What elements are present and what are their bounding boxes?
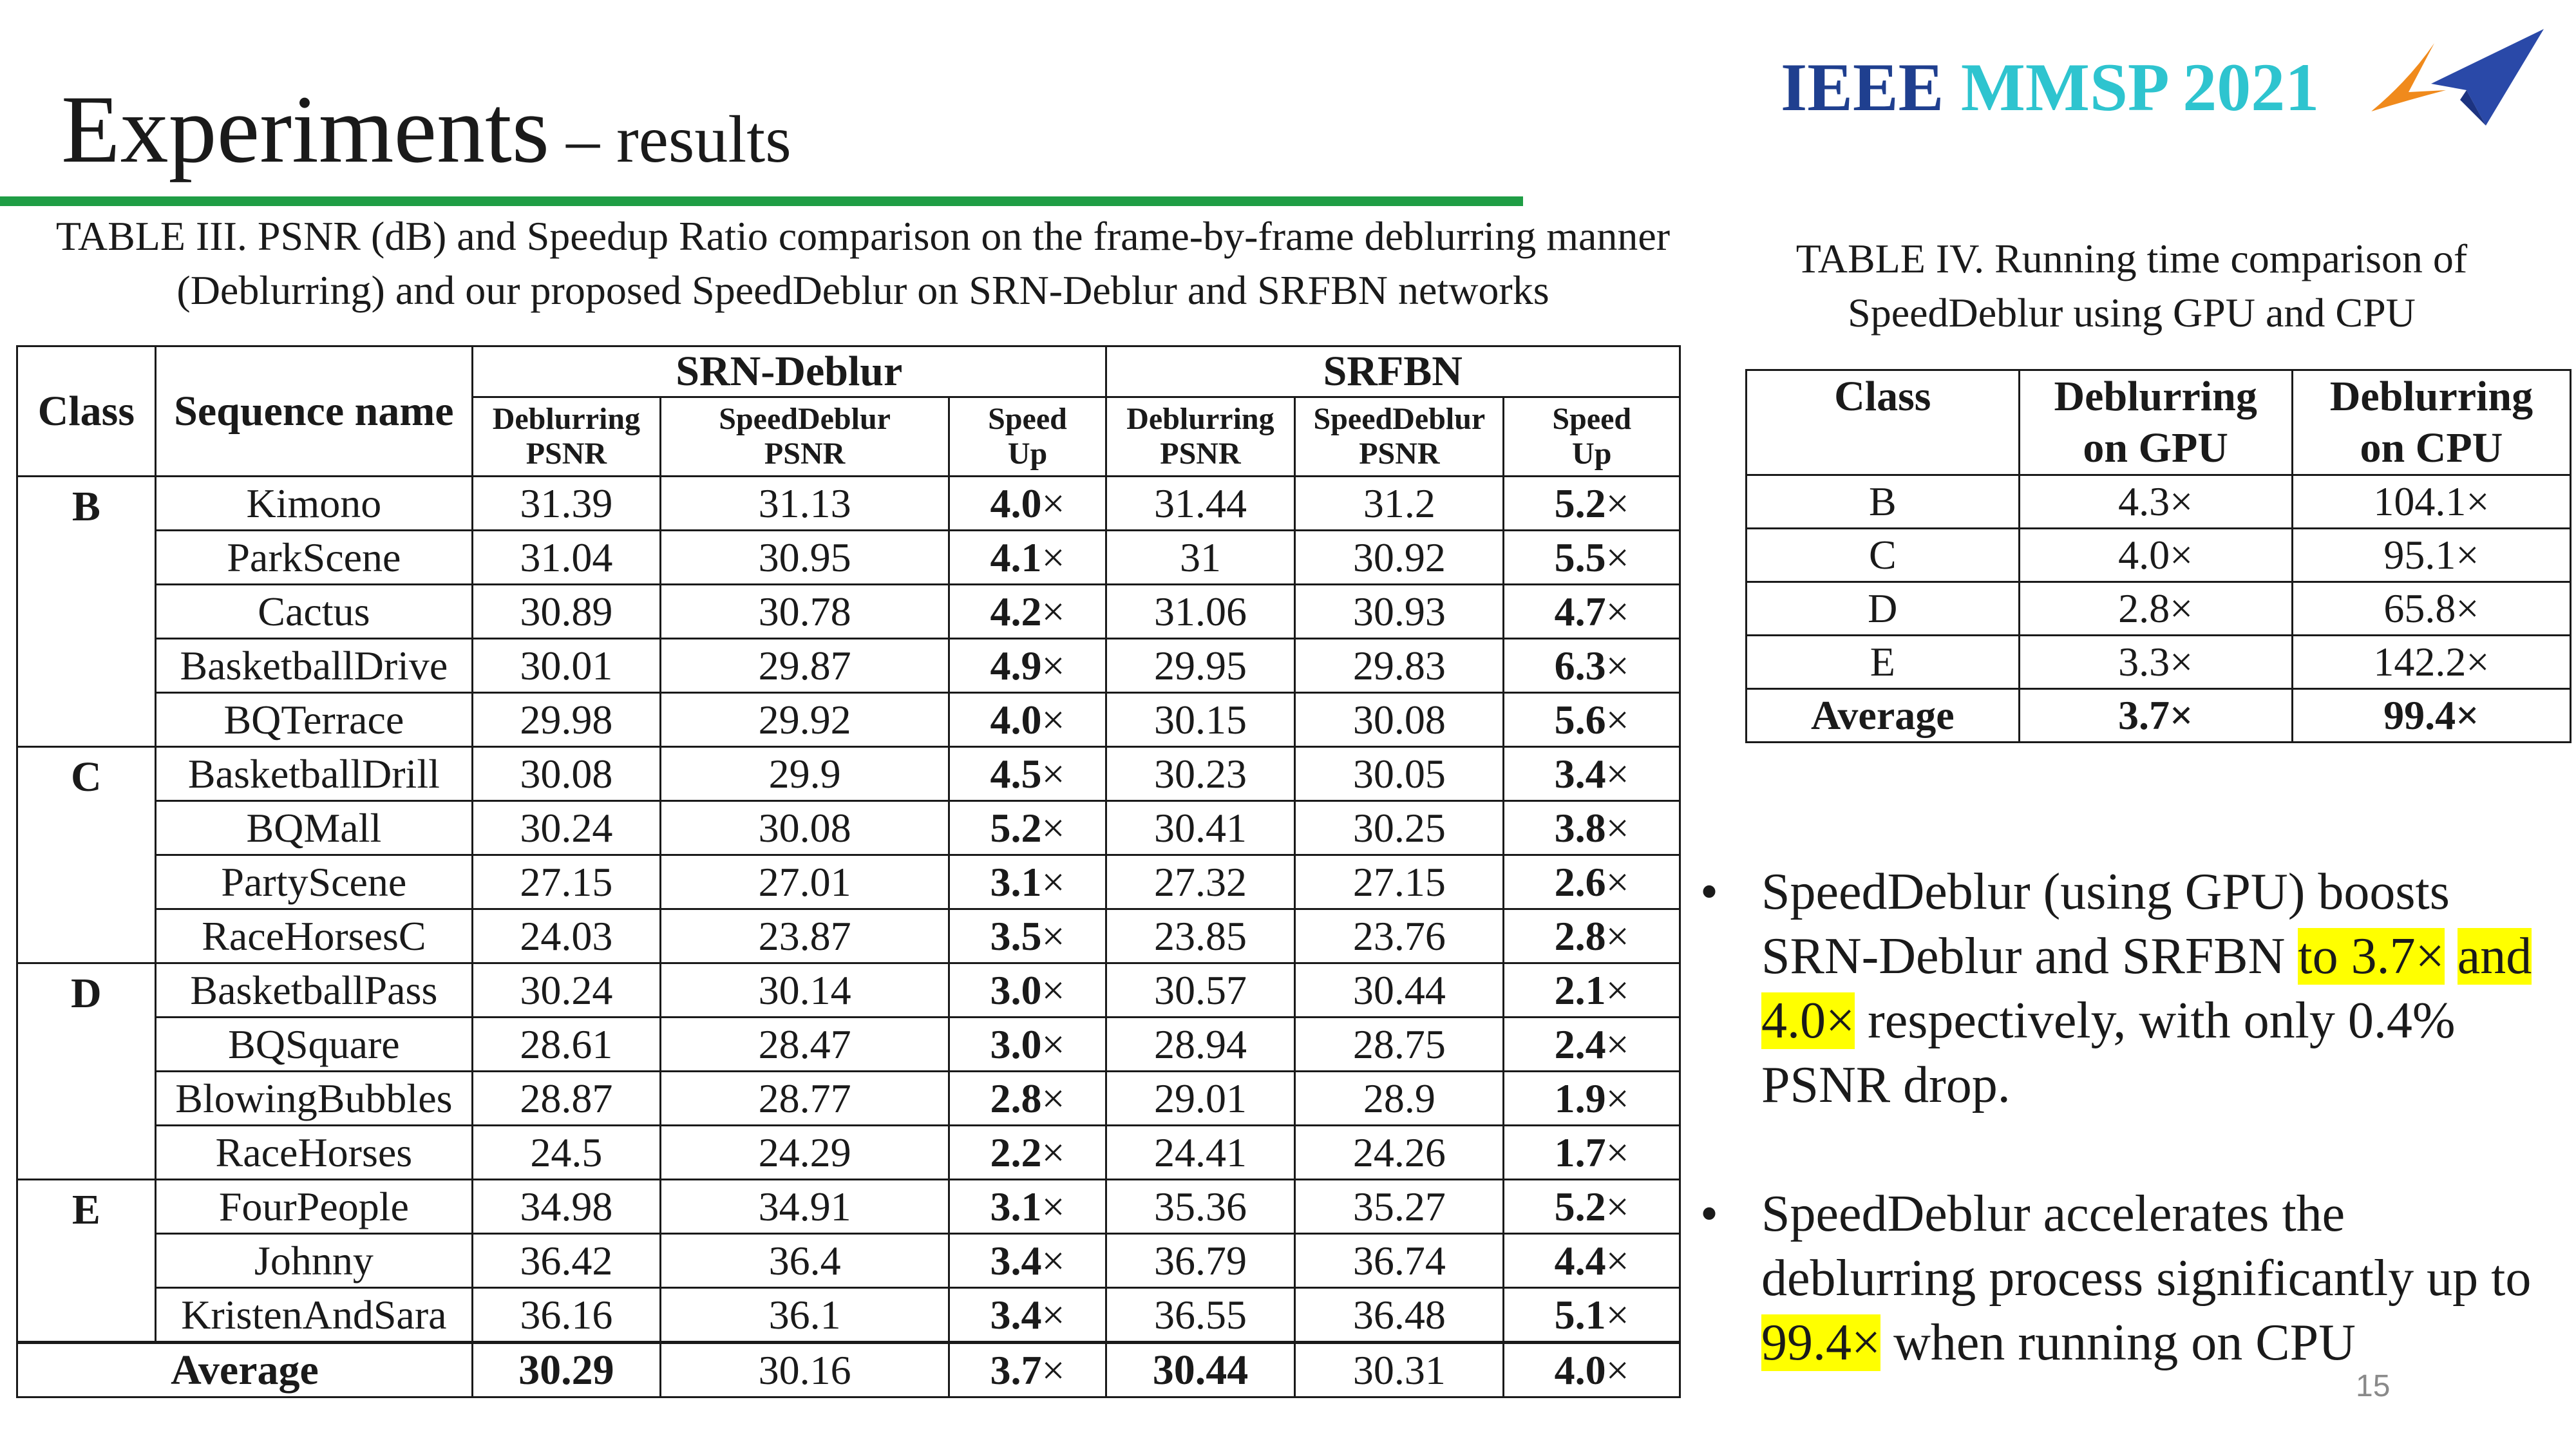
- srfbn-speeddeblur-psnr-cell: 36.74: [1295, 1234, 1504, 1288]
- srn-deblur-psnr-cell: 34.98: [473, 1180, 661, 1234]
- srn-deblur-psnr-cell: 28.61: [473, 1018, 661, 1072]
- sequence-name-cell: ParkScene: [155, 531, 472, 585]
- t4-gpu-cell: 4.3×: [2019, 475, 2292, 529]
- srfbn-deblur-psnr-cell: 31.44: [1106, 477, 1295, 531]
- sequence-name-cell: BQSquare: [155, 1018, 472, 1072]
- table-row: [17, 747, 1680, 801]
- srfbn-speeddeblur-psnr-cell: 30.25: [1295, 801, 1504, 855]
- t3-group-srfbn: SRFBN: [1106, 346, 1680, 397]
- srn-deblur-psnr-cell: 30.01: [473, 639, 661, 693]
- srn-deblur-psnr-cell: 36.42: [473, 1234, 661, 1288]
- sequence-name-cell: BasketballDrive: [155, 639, 472, 693]
- srfbn-speeddeblur-psnr-cell: 29.83: [1295, 639, 1504, 693]
- srfbn-speedup-cell: 5.2×: [1504, 1180, 1680, 1234]
- srn-speedup-cell: 3.1×: [949, 855, 1106, 909]
- srn-deblur-psnr-cell: 30.08: [473, 747, 661, 801]
- t4-gpu-cell: 3.3×: [2019, 636, 2292, 689]
- srfbn-deblur-psnr-cell: 31: [1106, 531, 1295, 585]
- sequence-name-cell: Kimono: [155, 477, 472, 531]
- srn-speedup-cell: 3.5×: [949, 909, 1106, 963]
- srn-speedup-cell: 3.0×: [949, 963, 1106, 1018]
- t4-cls-cell: E: [1747, 636, 2020, 689]
- bullet1-text-pre: SpeedDeblur (using GPU) boosts SRN-Deblur and SRFBN: [1761, 864, 2450, 985]
- bullet-item-1: [1700, 860, 2563, 1117]
- table-row: [1747, 475, 2571, 529]
- srn-speedup-cell: 3.1×: [949, 1180, 1106, 1234]
- t3-average-b: 30.16: [660, 1343, 949, 1397]
- sequence-name-cell: RaceHorses: [155, 1126, 472, 1180]
- table-row: [17, 963, 1680, 1018]
- srfbn-speeddeblur-psnr-cell: 31.2: [1295, 477, 1504, 531]
- t3-average-c: 3.7×: [949, 1343, 1106, 1397]
- t3-subheader-deblur-psnr: Deblurring PSNR: [1106, 397, 1295, 477]
- srfbn-deblur-psnr-cell: 23.85: [1106, 909, 1295, 963]
- table-row: [17, 801, 1680, 855]
- t3-average-row: [17, 1343, 1680, 1397]
- srfbn-deblur-psnr-cell: 30.23: [1106, 747, 1295, 801]
- t4-header-gpu: Deblurring on GPU: [2019, 370, 2292, 475]
- srfbn-speeddeblur-psnr-cell: 30.08: [1295, 693, 1504, 747]
- srfbn-speedup-cell: 3.8×: [1504, 801, 1680, 855]
- srn-speedup-cell: 4.0×: [949, 477, 1106, 531]
- srn-speedup-cell: 4.5×: [949, 747, 1106, 801]
- srfbn-speeddeblur-psnr-cell: 30.05: [1295, 747, 1504, 801]
- srfbn-speeddeblur-psnr-cell: 27.15: [1295, 855, 1504, 909]
- srfbn-deblur-psnr-cell: 30.15: [1106, 693, 1295, 747]
- srn-speeddeblur-psnr-cell: 31.13: [660, 477, 949, 531]
- t3-body: [17, 477, 1680, 1343]
- sequence-name-cell: KristenAndSara: [155, 1288, 472, 1343]
- srfbn-speeddeblur-psnr-cell: 28.9: [1295, 1072, 1504, 1126]
- srn-speeddeblur-psnr-cell: 30.14: [660, 963, 949, 1018]
- t3-group-srn: SRN-Deblur: [473, 346, 1106, 397]
- srn-speedup-cell: 4.1×: [949, 531, 1106, 585]
- srfbn-speeddeblur-psnr-cell: 30.92: [1295, 531, 1504, 585]
- sequence-name-cell: BasketballPass: [155, 963, 472, 1018]
- srfbn-speedup-cell: 4.4×: [1504, 1234, 1680, 1288]
- srfbn-speeddeblur-psnr-cell: 30.93: [1295, 585, 1504, 639]
- slide-title: [61, 74, 791, 185]
- table-row: [17, 1126, 1680, 1180]
- bullet2-text-pre: SpeedDeblur accelerates the deblurring process significantly up to: [1761, 1186, 2532, 1307]
- sequence-name-cell: BasketballDrill: [155, 747, 472, 801]
- sequence-name-cell: BlowingBubbles: [155, 1072, 472, 1126]
- srn-deblur-psnr-cell: 31.39: [473, 477, 661, 531]
- srfbn-speeddeblur-psnr-cell: 28.75: [1295, 1018, 1504, 1072]
- srfbn-deblur-psnr-cell: 27.32: [1106, 855, 1295, 909]
- srfbn-deblur-psnr-cell: 36.79: [1106, 1234, 1295, 1288]
- t4-gpu-cell: 2.8×: [2019, 582, 2292, 636]
- srn-speeddeblur-psnr-cell: 30.08: [660, 801, 949, 855]
- srfbn-deblur-psnr-cell: 30.41: [1106, 801, 1295, 855]
- srn-speeddeblur-psnr-cell: 34.91: [660, 1180, 949, 1234]
- srn-deblur-psnr-cell: 30.24: [473, 963, 661, 1018]
- t4-cpu-cell: 104.1×: [2292, 475, 2570, 529]
- srfbn-speeddeblur-psnr-cell: 23.76: [1295, 909, 1504, 963]
- sequence-name-cell: Cactus: [155, 585, 472, 639]
- srfbn-deblur-psnr-cell: 29.01: [1106, 1072, 1295, 1126]
- srn-speeddeblur-psnr-cell: 29.87: [660, 639, 949, 693]
- srfbn-deblur-psnr-cell: 35.36: [1106, 1180, 1295, 1234]
- srfbn-speedup-cell: 2.8×: [1504, 909, 1680, 963]
- title-main: Experiments: [61, 76, 550, 183]
- t4-cls-cell: D: [1747, 582, 2020, 636]
- page-number: 15: [2356, 1369, 2391, 1403]
- srn-speeddeblur-psnr-cell: 28.77: [660, 1072, 949, 1126]
- sequence-name-cell: FourPeople: [155, 1180, 472, 1234]
- srn-deblur-psnr-cell: 36.16: [473, 1288, 661, 1343]
- srn-speedup-cell: 4.2×: [949, 585, 1106, 639]
- class-cell: B: [17, 477, 156, 747]
- t3-header-class: Class: [17, 346, 156, 477]
- table4-running-time: [1745, 369, 2571, 743]
- srn-speeddeblur-psnr-cell: 36.4: [660, 1234, 949, 1288]
- table-row: [17, 909, 1680, 963]
- srfbn-speedup-cell: 6.3×: [1504, 639, 1680, 693]
- t4-cls-cell: B: [1747, 475, 2020, 529]
- srn-speeddeblur-psnr-cell: 23.87: [660, 909, 949, 963]
- title-underline: [0, 196, 1523, 206]
- t3-subheader-speedup: Speed Up: [1504, 397, 1680, 477]
- srn-speedup-cell: 5.2×: [949, 801, 1106, 855]
- bullet1-highlight-1: to 3.7×: [2298, 928, 2445, 985]
- sequence-name-cell: BQTerrace: [155, 693, 472, 747]
- bullet2-text-post: when running on CPU: [1880, 1314, 2356, 1371]
- srn-deblur-psnr-cell: 24.5: [473, 1126, 661, 1180]
- t4-cpu-cell: 99.4×: [2292, 689, 2570, 743]
- srn-speeddeblur-psnr-cell: 36.1: [660, 1288, 949, 1343]
- t3-average-a: 30.29: [473, 1343, 661, 1397]
- table-row: [1747, 529, 2571, 582]
- srfbn-deblur-psnr-cell: 28.94: [1106, 1018, 1295, 1072]
- srfbn-speedup-cell: 2.6×: [1504, 855, 1680, 909]
- srfbn-speedup-cell: 5.5×: [1504, 531, 1680, 585]
- table-row: [1747, 636, 2571, 689]
- srn-speeddeblur-psnr-cell: 29.9: [660, 747, 949, 801]
- srn-speedup-cell: 2.8×: [949, 1072, 1106, 1126]
- bullet-dot: •: [1700, 864, 1719, 920]
- t4-cls-cell: Average: [1747, 689, 2020, 743]
- t3-average-label: Average: [17, 1343, 473, 1397]
- srfbn-speedup-cell: 5.6×: [1504, 693, 1680, 747]
- t4-gpu-cell: 3.7×: [2019, 689, 2292, 743]
- srfbn-speeddeblur-psnr-cell: 30.44: [1295, 963, 1504, 1018]
- conference-logo-icon: [2370, 29, 2544, 126]
- t4-cls-cell: C: [1747, 529, 2020, 582]
- srfbn-deblur-psnr-cell: 36.55: [1106, 1288, 1295, 1343]
- table-row: [17, 639, 1680, 693]
- table-row: [17, 585, 1680, 639]
- sequence-name-cell: Johnny: [155, 1234, 472, 1288]
- table-row: [17, 1234, 1680, 1288]
- class-cell: E: [17, 1180, 156, 1343]
- table-row: [17, 855, 1680, 909]
- table-row: [1747, 582, 2571, 636]
- bullet-dot: •: [1700, 1186, 1719, 1242]
- srn-speedup-cell: 3.0×: [949, 1018, 1106, 1072]
- table-row: [17, 1180, 1680, 1234]
- srfbn-speedup-cell: 2.1×: [1504, 963, 1680, 1018]
- table-row: [1747, 689, 2571, 743]
- srn-deblur-psnr-cell: 27.15: [473, 855, 661, 909]
- conference-mmsp: MMSP 2021: [1960, 50, 2320, 125]
- bullet1-highlight-2: and 4.0×: [1761, 928, 2532, 1049]
- t3-average-e: 30.31: [1295, 1343, 1504, 1397]
- class-cell: C: [17, 747, 156, 963]
- bullet-item-2: [1700, 1182, 2563, 1375]
- srn-speedup-cell: 3.4×: [949, 1288, 1106, 1343]
- table-row: [17, 531, 1680, 585]
- bullet1-text-post: respectively, with only 0.4% PSNR drop.: [1761, 992, 2456, 1113]
- t3-average-d: 30.44: [1106, 1343, 1295, 1397]
- srn-speeddeblur-psnr-cell: 28.47: [660, 1018, 949, 1072]
- srfbn-speedup-cell: 5.2×: [1504, 477, 1680, 531]
- srn-speedup-cell: 4.9×: [949, 639, 1106, 693]
- srn-speeddeblur-psnr-cell: 30.78: [660, 585, 949, 639]
- srn-speeddeblur-psnr-cell: 29.92: [660, 693, 949, 747]
- srfbn-deblur-psnr-cell: 31.06: [1106, 585, 1295, 639]
- srn-speeddeblur-psnr-cell: 27.01: [660, 855, 949, 909]
- srn-deblur-psnr-cell: 28.87: [473, 1072, 661, 1126]
- table-row: [17, 1288, 1680, 1343]
- t3-subheader-deblur-psnr: Deblurring PSNR: [473, 397, 661, 477]
- t4-cpu-cell: 142.2×: [2292, 636, 2570, 689]
- srn-deblur-psnr-cell: 30.24: [473, 801, 661, 855]
- bullet-list: [1700, 860, 2563, 1439]
- srfbn-speeddeblur-psnr-cell: 36.48: [1295, 1288, 1504, 1343]
- srn-speeddeblur-psnr-cell: 30.95: [660, 531, 949, 585]
- table3-caption: TABLE III. PSNR (dB) and Speedup Ratio comparison on the frame-by-frame deblurring manner (Deblurring) and our proposed SpeedDeblur on SRN-Deblur and SRFBN networks: [55, 213, 1671, 313]
- srn-deblur-psnr-cell: 30.89: [473, 585, 661, 639]
- srfbn-speedup-cell: 2.4×: [1504, 1018, 1680, 1072]
- srn-speedup-cell: 3.4×: [949, 1234, 1106, 1288]
- srfbn-deblur-psnr-cell: 29.95: [1106, 639, 1295, 693]
- class-cell: D: [17, 963, 156, 1180]
- t4-gpu-cell: 4.0×: [2019, 529, 2292, 582]
- table-row: [17, 693, 1680, 747]
- t3-subheader-speeddeblur-psnr: SpeedDeblur PSNR: [1295, 397, 1504, 477]
- srn-deblur-psnr-cell: 24.03: [473, 909, 661, 963]
- srn-deblur-psnr-cell: 31.04: [473, 531, 661, 585]
- conference-ieee: IEEE: [1781, 50, 1944, 125]
- table-row: [17, 1018, 1680, 1072]
- srn-speeddeblur-psnr-cell: 24.29: [660, 1126, 949, 1180]
- srn-speedup-cell: 4.0×: [949, 693, 1106, 747]
- sequence-name-cell: BQMall: [155, 801, 472, 855]
- table-row: [17, 1072, 1680, 1126]
- srfbn-speedup-cell: 4.7×: [1504, 585, 1680, 639]
- srfbn-speedup-cell: 3.4×: [1504, 747, 1680, 801]
- t3-header-sequence: Sequence name: [155, 346, 472, 477]
- bullet2-highlight: 99.4×: [1761, 1314, 1881, 1371]
- srfbn-speeddeblur-psnr-cell: 24.26: [1295, 1126, 1504, 1180]
- t4-cpu-cell: 65.8×: [2292, 582, 2570, 636]
- conference-label: [1781, 48, 2319, 127]
- table-row: [17, 477, 1680, 531]
- srfbn-speedup-cell: 1.9×: [1504, 1072, 1680, 1126]
- srfbn-deblur-psnr-cell: 30.57: [1106, 963, 1295, 1018]
- srfbn-speedup-cell: 1.7×: [1504, 1126, 1680, 1180]
- srfbn-speeddeblur-psnr-cell: 35.27: [1295, 1180, 1504, 1234]
- t4-body: [1747, 475, 2571, 743]
- t4-cpu-cell: 95.1×: [2292, 529, 2570, 582]
- t4-header-class: Class: [1747, 370, 2020, 475]
- srfbn-speedup-cell: 5.1×: [1504, 1288, 1680, 1343]
- srfbn-deblur-psnr-cell: 24.41: [1106, 1126, 1295, 1180]
- t3-average-f: 4.0×: [1504, 1343, 1680, 1397]
- title-sub: results: [616, 102, 791, 176]
- table3-psnr-speedup: [16, 345, 1681, 1398]
- t4-header-cpu: Deblurring on CPU: [2292, 370, 2570, 475]
- srn-deblur-psnr-cell: 29.98: [473, 693, 661, 747]
- table4-caption: TABLE IV. Running time comparison of SpeedDeblur using GPU and CPU: [1795, 236, 2468, 336]
- sequence-name-cell: RaceHorsesC: [155, 909, 472, 963]
- title-dash: –: [549, 102, 617, 176]
- srn-speedup-cell: 2.2×: [949, 1126, 1106, 1180]
- t3-subheader-speedup: Speed Up: [949, 397, 1106, 477]
- t3-subheader-speeddeblur-psnr: SpeedDeblur PSNR: [660, 397, 949, 477]
- sequence-name-cell: PartyScene: [155, 855, 472, 909]
